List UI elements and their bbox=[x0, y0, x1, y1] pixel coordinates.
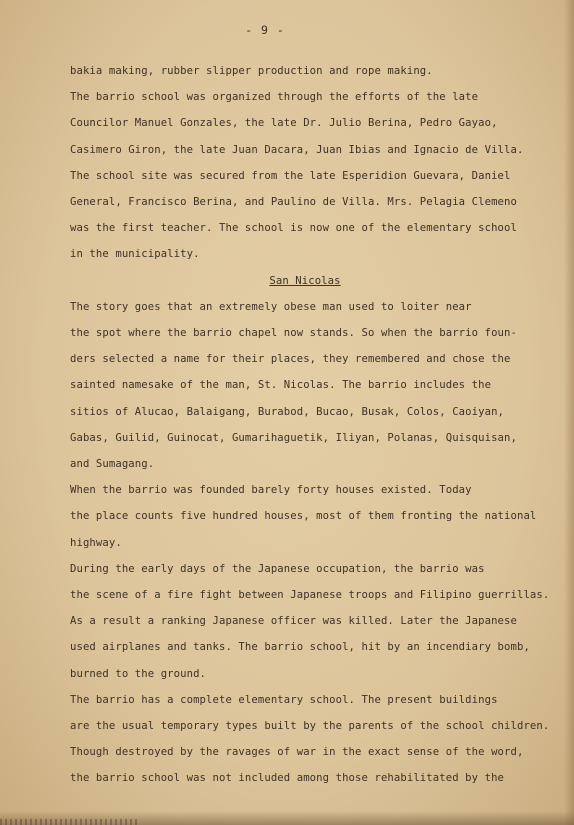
text-line: the barrio school was not included among those rehabilitated by the bbox=[70, 772, 505, 785]
text-line: As a result a ranking Japanese officer was killed. Later the Japanese bbox=[70, 615, 517, 628]
scan-artifact bbox=[0, 819, 140, 825]
text-line: General, Francisco Berina, and Paulino de Villa. Mrs. Pelagia Clemeno bbox=[70, 196, 517, 209]
intro-paragraphs bbox=[70, 58, 540, 268]
section-heading bbox=[70, 268, 540, 294]
paper-edge-shadow bbox=[564, 0, 574, 825]
text-line: the place counts five hundred houses, most of them fronting the national bbox=[70, 510, 537, 523]
text-line: and Sumagang. bbox=[70, 458, 155, 471]
text-line: ders selected a name for their places, they remembered and chose the bbox=[70, 353, 511, 366]
document-body bbox=[70, 58, 550, 792]
text-line: When the barrio was founded barely forty houses existed. Today bbox=[70, 484, 472, 497]
text-line: The school site was secured from the late Esperidion Guevara, Daniel bbox=[70, 169, 511, 182]
text-line: used airplanes and tanks. The barrio school, hit by an incendiary bomb, bbox=[70, 641, 530, 654]
text-line: The barrio school was organized through the efforts of the late bbox=[70, 91, 479, 104]
section-body bbox=[70, 294, 550, 792]
text-line: the spot where the barrio chapel now stands. So when the barrio foun- bbox=[70, 327, 517, 340]
text-line: Though destroyed by the ravages of war in the exact sense of the word, bbox=[70, 746, 524, 759]
text-line: Casimero Giron, the late Juan Dacara, Juan Ibias and Ignacio de Villa. bbox=[70, 143, 524, 156]
text-line: the scene of a fire fight between Japanese troops and Filipino guerrillas. bbox=[70, 589, 550, 602]
text-line: highway. bbox=[70, 536, 122, 549]
text-line: sainted namesake of the man, St. Nicolas. The barrio includes the bbox=[70, 379, 492, 392]
text-line: in the municipality. bbox=[70, 248, 200, 261]
text-line: sitios of Alucao, Balaigang, Burabod, Bucao, Busak, Colos, Caoiyan, bbox=[70, 405, 505, 418]
text-line: The barrio has a complete elementary school. The present buildings bbox=[70, 693, 498, 706]
text-line: The story goes that an extremely obese man used to loiter near bbox=[70, 300, 472, 313]
page-number: - 9 - bbox=[245, 23, 285, 37]
text-line: was the first teacher. The school is now one of the elementary school bbox=[70, 222, 517, 235]
text-line: bakia making, rubber slipper production and rope making. bbox=[70, 65, 433, 77]
text-line: burned to the ground. bbox=[70, 667, 207, 680]
text-line: are the usual temporary types built by the parents of the school children. bbox=[70, 720, 550, 733]
text-line: During the early days of the Japanese occupation, the barrio was bbox=[70, 562, 485, 575]
text-line: Gabas, Guilid, Guinocat, Gumarihaguetik, Iliyan, Polanas, Quisquisan, bbox=[70, 431, 517, 444]
text-line: Councilor Manuel Gonzales, the late Dr. Julio Berina, Pedro Gayao, bbox=[70, 117, 498, 130]
section-heading-text: San Nicolas bbox=[269, 274, 341, 287]
